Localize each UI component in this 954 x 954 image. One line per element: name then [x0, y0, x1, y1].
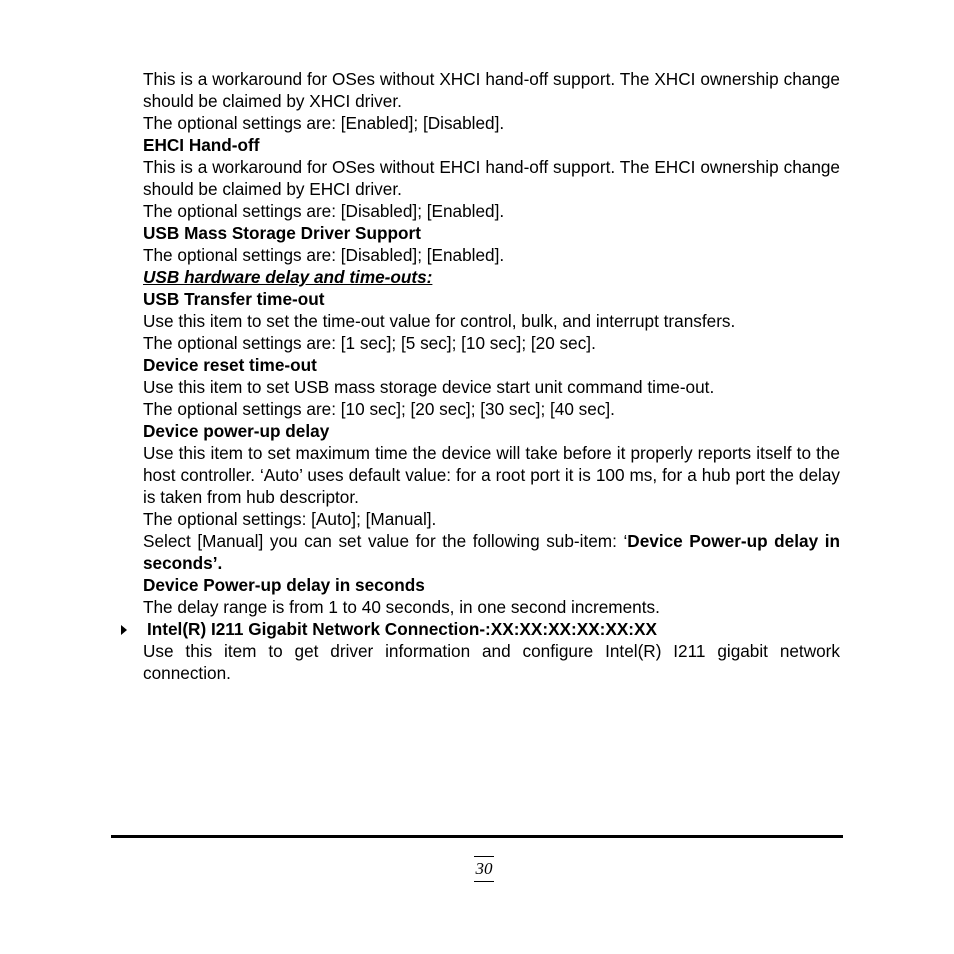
reset-timeout-description: Use this item to set USB mass storage device start unit command time-out.	[143, 377, 715, 397]
intel-network-description: Use this item to get driver information and configure Intel(R) I211 gigabit network connection.	[143, 641, 840, 683]
powerup-seconds-heading: Device Power-up delay in seconds	[143, 575, 425, 595]
xhci-description: This is a workaround for OSes without XHCI hand-off support. The XHCI ownership change should be claimed by XHCI driver.	[143, 69, 840, 111]
page-number: 30	[474, 856, 494, 882]
manual-content	[143, 68, 840, 684]
ehci-options: The optional settings are: [Disabled]; [Enabled].	[143, 201, 505, 221]
reset-timeout-options: The optional settings are: [10 sec]; [20 sec]; [30 sec]; [40 sec].	[143, 399, 615, 419]
intel-network-heading-text: Intel(R) I211 Gigabit Network Connection-:XX:XX:XX:XX:XX:XX	[147, 619, 657, 639]
ehci-description: This is a workaround for OSes without EHCI hand-off support. The EHCI ownership change should be claimed by EHCI driver.	[143, 157, 840, 199]
powerup-delay-options: The optional settings: [Auto]; [Manual].	[143, 509, 437, 529]
select-note-text: Select [Manual] you can set value for the following sub-item: ‘	[143, 531, 628, 551]
powerup-seconds-description: The delay range is from 1 to 40 seconds, in one second increments.	[143, 597, 660, 617]
footer-rule	[111, 835, 843, 838]
powerup-delay-select-note	[143, 530, 840, 574]
ehci-heading: EHCI Hand-off	[143, 135, 260, 155]
powerup-delay-heading: Device power-up delay	[143, 421, 330, 441]
select-note-bold: Device Power-up delay in seconds’.	[143, 531, 840, 573]
transfer-timeout-heading: USB Transfer time-out	[143, 289, 325, 309]
reset-timeout-heading: Device reset time-out	[143, 355, 317, 375]
intel-network-heading	[143, 618, 840, 640]
powerup-delay-description: Use this item to set maximum time the device will take before it properly reports itself to the host controller. ‘Auto’ uses default value: for a root port it is 100 ms, for a hub port the delay is taken from hub descriptor.	[143, 443, 840, 507]
usb-delay-section-title: USB hardware delay and time-outs:	[143, 267, 433, 287]
transfer-timeout-description: Use this item to set the time-out value for control, bulk, and interrupt transfers.	[143, 311, 736, 331]
transfer-timeout-options: The optional settings are: [1 sec]; [5 sec]; [10 sec]; [20 sec].	[143, 333, 596, 353]
xhci-options: The optional settings are: [Enabled]; [Disabled].	[143, 113, 505, 133]
usb-mass-storage-options: The optional settings are: [Disabled]; [Enabled].	[143, 245, 505, 265]
usb-mass-storage-heading: USB Mass Storage Driver Support	[143, 223, 421, 243]
triangle-right-icon	[121, 625, 127, 635]
